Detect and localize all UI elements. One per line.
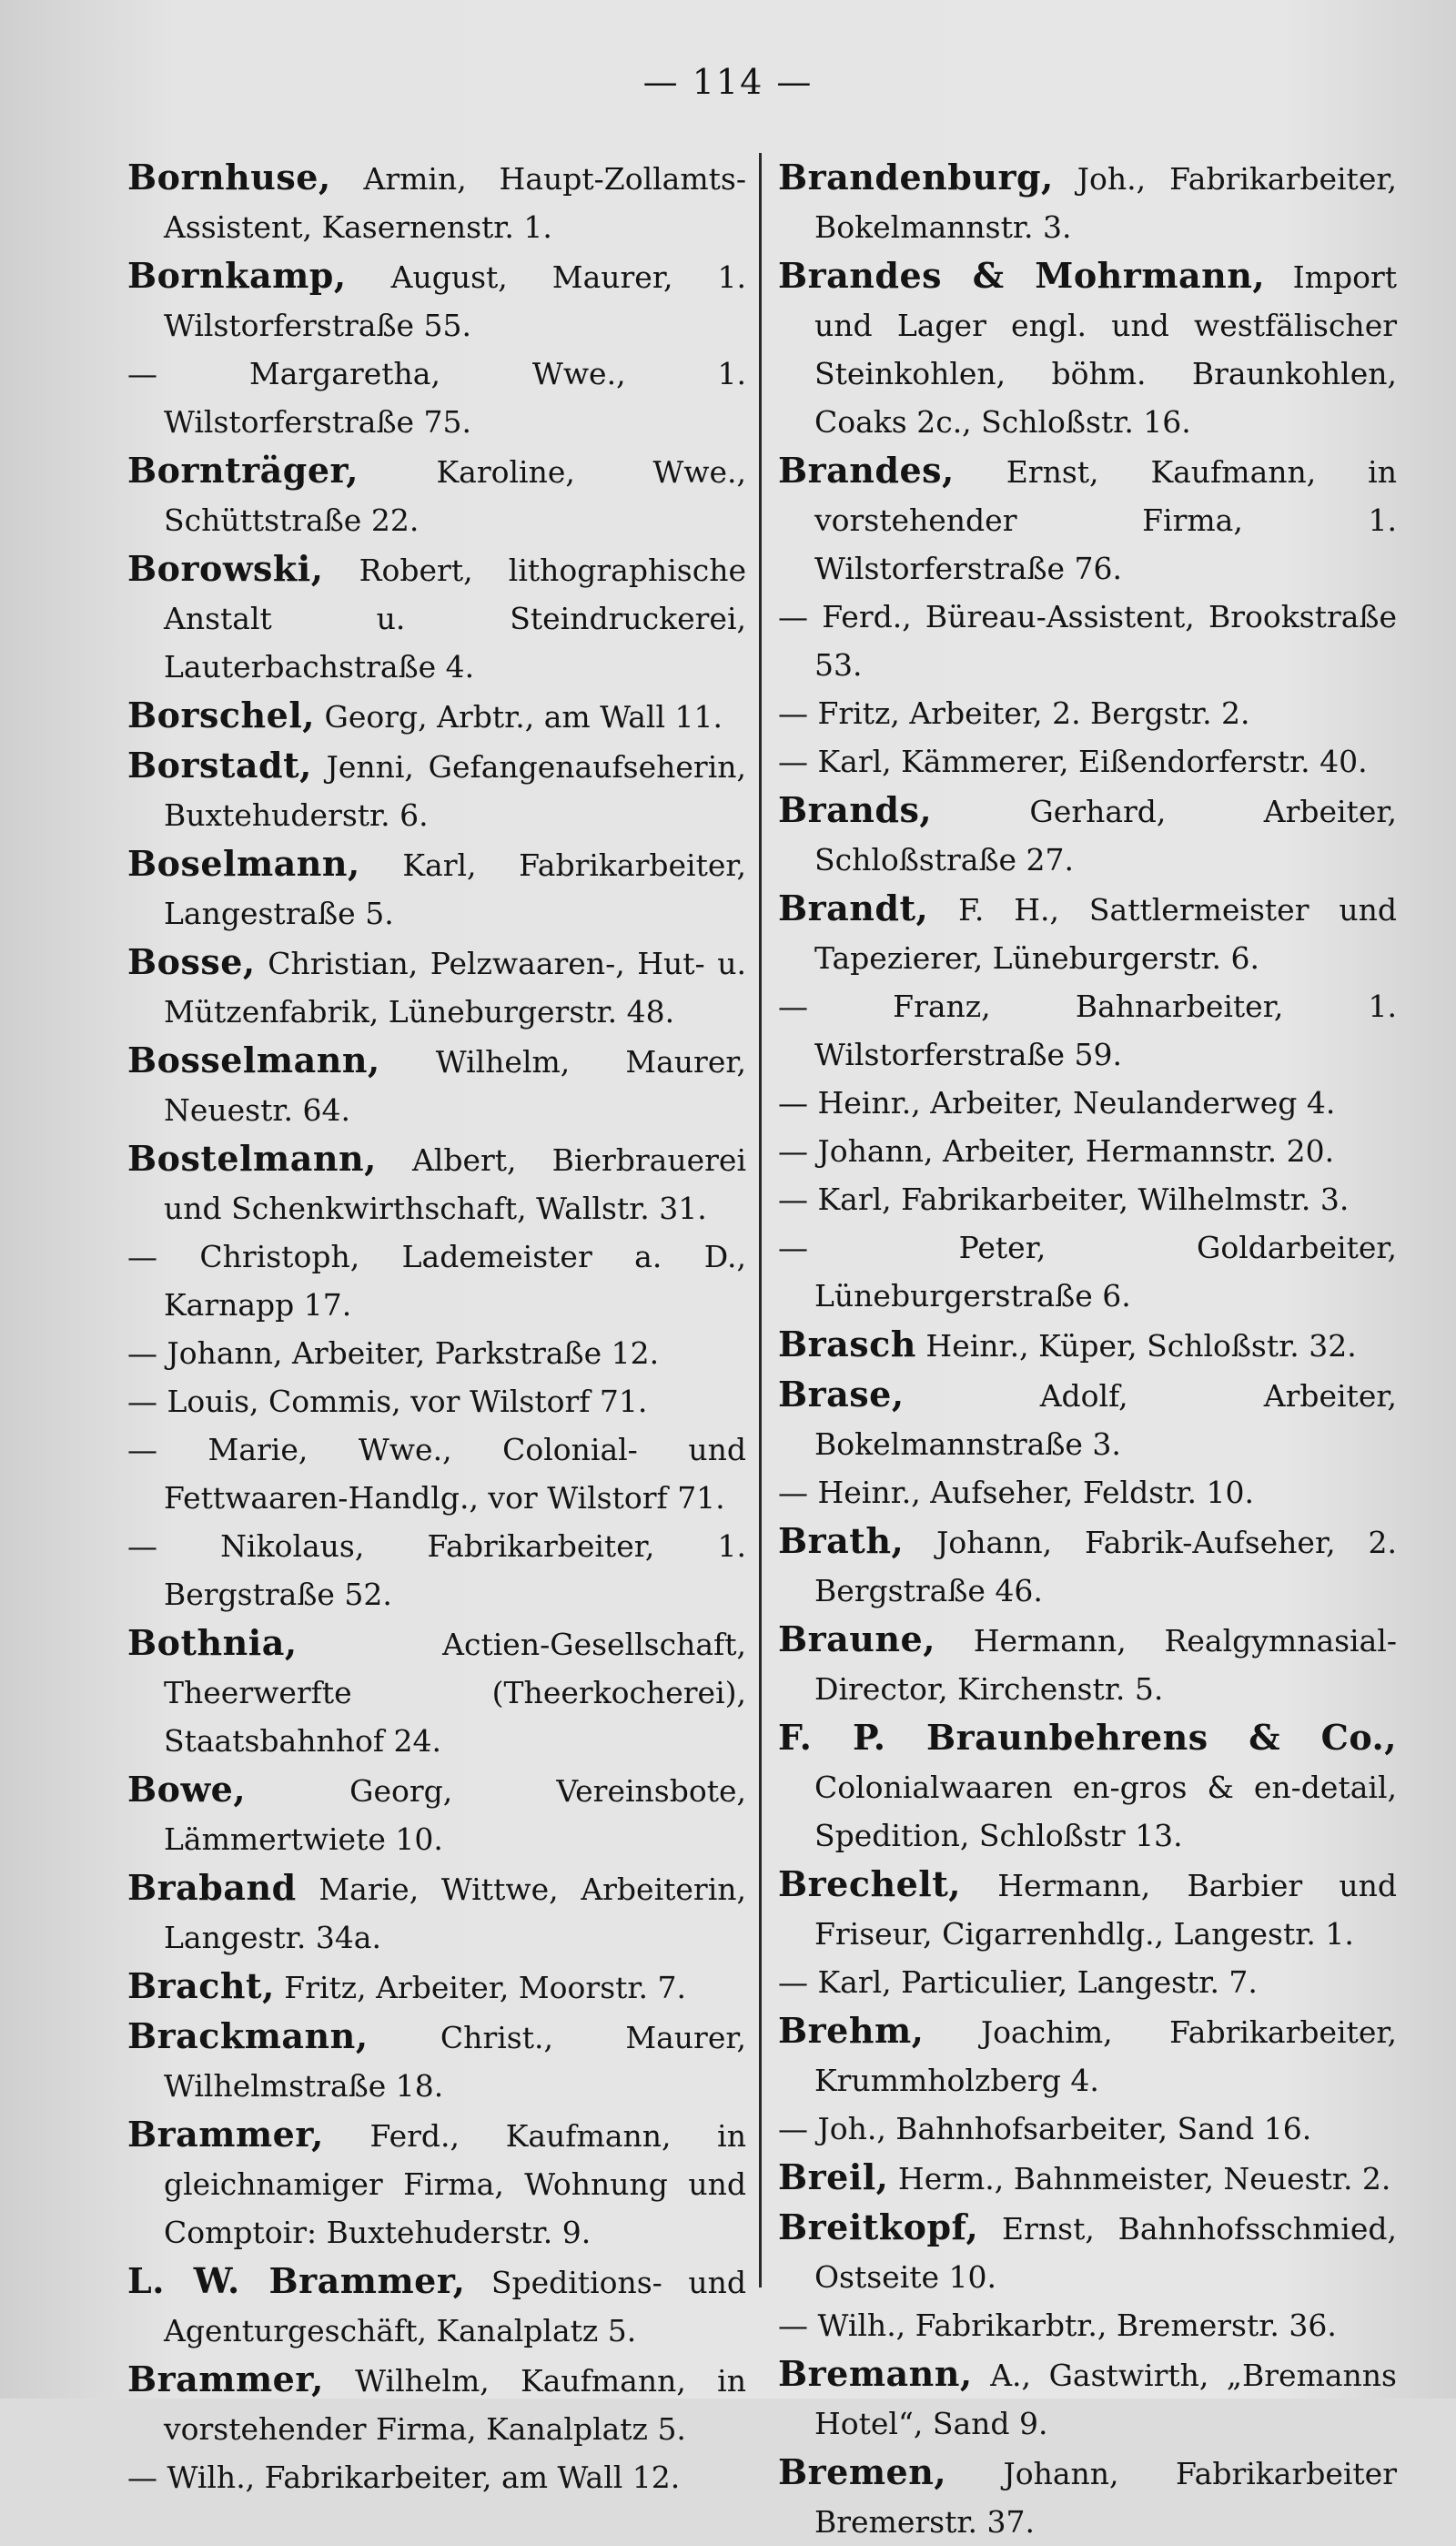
directory-entry (778, 1127, 1397, 1175)
directory-entry (127, 2110, 746, 2257)
entry-details: — Christoph, Lademeister a. D., Karnapp 17. (127, 1239, 746, 1323)
entry-name: Brasch (778, 1324, 916, 1364)
directory-entry (778, 737, 1397, 786)
directory-entry (778, 1516, 1397, 1615)
entry-details: Joachim, Fabrikarbeiter, Krummholzberg 4. (814, 2014, 1397, 2098)
right-column (778, 153, 1397, 2546)
entry-details: Gerhard, Arbeiter, Schloßstraße 27. (814, 794, 1397, 877)
entry-name: Bornhuse, (127, 157, 331, 198)
left-column (127, 153, 746, 2501)
directory-entry (778, 982, 1397, 1079)
entry-details: Christ., Maurer, Wilhelmstraße 18. (164, 2020, 746, 2104)
directory-entry (127, 1522, 746, 1618)
entry-name: Brandenburg, (778, 157, 1054, 198)
entry-details: — Johann, Arbeiter, Parkstraße 12. (127, 1335, 660, 1371)
directory-entry (778, 1468, 1397, 1516)
directory-entry (778, 1079, 1397, 1127)
directory-entry (127, 153, 746, 251)
directory-entry (778, 689, 1397, 737)
directory-entry (127, 2012, 746, 2110)
directory-entry (127, 1134, 746, 1232)
entry-name: Brehm, (778, 2010, 925, 2051)
entry-details: — Franz, Bahnarbeiter, 1. Wilstorferstraße 59. (778, 989, 1397, 1072)
entry-details: Actien-Gesellschaft, Theerwerfte (Theerkocherei), Staatsbahnhof 24. (164, 1627, 746, 1759)
entry-name: L. W. Brammer, (127, 2260, 466, 2301)
directory-entry (778, 1320, 1397, 1370)
directory-entry (778, 1958, 1397, 2006)
entry-details: Fritz, Arbeiter, Moorstr. 7. (274, 1970, 686, 2005)
entry-name: Brandes & Mohrmann, (778, 255, 1266, 296)
entry-name: Brammer, (127, 2358, 324, 2399)
entry-details: Robert, lithographische Anstalt u. Steindruckerei, Lauterbachstraße 4. (164, 553, 746, 685)
entry-name: Braband (127, 1867, 297, 1908)
directory-entry (127, 544, 746, 691)
entry-details: Georg, Arbtr., am Wall 11. (315, 699, 723, 735)
entry-name: Boselmann, (127, 843, 360, 884)
entry-details: Joh., Fabrikarbeiter, Bokelmannstr. 3. (814, 161, 1397, 245)
directory-entry (778, 884, 1397, 982)
directory-entry (127, 741, 746, 839)
directory-entry (778, 593, 1397, 689)
directory-entry (778, 251, 1397, 446)
entry-name: Brammer, (127, 2114, 324, 2155)
entry-details: Herm., Bahnmeister, Neuestr. 2. (888, 2161, 1391, 2196)
directory-entry (778, 1713, 1397, 1860)
entry-details: — Marie, Wwe., Colonial- und Fettwaaren-Handlg., vor Wilstorf 71. (127, 1432, 746, 1516)
directory-entry (127, 350, 746, 446)
directory-entry (127, 1232, 746, 1329)
entry-name: Breitkopf, (778, 2206, 979, 2247)
entry-name: Brath, (778, 1520, 905, 1561)
directory-entry (778, 1615, 1397, 1713)
entry-details: August, Maurer, 1. Wilstorferstraße 55. (164, 259, 746, 343)
entry-name: Bracht, (127, 1965, 275, 2006)
entry-name: Bornträger, (127, 450, 359, 491)
entry-name: Bosse, (127, 941, 256, 982)
entry-details: Colonialwaaren en-gros & en-detail, Spedition, Schloßstr 13. (814, 1770, 1397, 1853)
entry-name: Bowe, (127, 1769, 247, 1810)
entry-details: Ferd., Kaufmann, in gleichnamiger Firma, Wohnung und Comptoir: Buxtehuderstr. 9. (164, 2118, 746, 2250)
entry-details: — Ferd., Büreau-Assistent, Brookstraße 53. (778, 599, 1397, 683)
entry-details: Johann, Fabrik-Aufseher, 2. Bergstraße 46. (814, 1525, 1397, 1608)
directory-entry (778, 153, 1397, 251)
directory-entry (127, 1425, 746, 1522)
entry-details: Ernst, Kaufmann, in vorstehender Firma, 1. Wilstorferstraße 76. (814, 454, 1397, 586)
directory-entry (778, 2349, 1397, 2448)
entry-details: — Louis, Commis, vor Wilstorf 71. (127, 1384, 648, 1419)
entry-details: Speditions- und Agenturgeschäft, Kanalplatz 5. (164, 2265, 746, 2348)
entry-details: — Wilh., Fabrikarbtr., Bremerstr. 36. (778, 2308, 1337, 2343)
directory-entry (778, 1370, 1397, 1468)
entry-name: Bothnia, (127, 1622, 298, 1663)
entry-details: Karoline, Wwe., Schüttstraße 22. (164, 454, 746, 538)
entry-details: A., Gastwirth, „Bremanns Hotel“, Sand 9. (814, 2358, 1397, 2441)
entry-name: Breil, (778, 2156, 889, 2197)
entry-details: — Wilh., Fabrikarbeiter, am Wall 12. (127, 2460, 681, 2495)
entry-name: Brechelt, (778, 1863, 961, 1904)
entry-name: Borowski, (127, 548, 324, 589)
entry-details: Import und Lager engl. und westfälischer Steinkohlen, böhm. Braunkohlen, Coaks 2c., Schloßstr. 16. (814, 259, 1397, 440)
directory-entry (127, 1863, 746, 1962)
directory-entry (778, 2203, 1397, 2301)
entry-details: Ernst, Bahnhofsschmied, Ostseite 10. (814, 2211, 1397, 2295)
entry-details: Georg, Vereinsbote, Lämmertwiete 10. (164, 1773, 746, 1857)
entry-details: Marie, Wittwe, Arbeiterin, Langestr. 34a. (164, 1871, 746, 1955)
directory-entry (778, 1223, 1397, 1320)
directory-entry (127, 1329, 746, 1377)
directory-entry (127, 1962, 746, 2012)
entry-name: Brase, (778, 1374, 905, 1415)
entry-name: Bostelmann, (127, 1138, 377, 1179)
directory-entry (127, 938, 746, 1036)
entry-details: Wilhelm, Maurer, Neuestr. 64. (164, 1044, 746, 1128)
entry-details: Johann, Fabrikarbeiter Bremerstr. 37. (814, 2456, 1397, 2540)
entry-details: Christian, Pelzwaaren-, Hut- u. Mützenfabrik, Lüneburgerstr. 48. (164, 946, 746, 1030)
directory-entry (127, 2257, 746, 2355)
entry-details: Heinr., Küper, Schloßstr. 32. (915, 1328, 1357, 1364)
entry-details: — Heinr., Aufseher, Feldstr. 10. (778, 1475, 1255, 1510)
entry-details: Jenni, Gefangenaufseherin, Buxtehuderstr. 6. (164, 749, 746, 833)
entry-details: — Karl, Particulier, Langestr. 7. (778, 1964, 1258, 2000)
directory-entry (778, 1175, 1397, 1223)
entry-name: Brandes, (778, 450, 955, 491)
entry-details: — Joh., Bahnhofsarbeiter, Sand 16. (778, 2111, 1312, 2146)
entry-details: F. H., Sattlermeister und Tapezierer, Lüneburgerstr. 6. (814, 892, 1397, 976)
entry-details: Hermann, Barbier und Friseur, Cigarrenhdlg., Langestr. 1. (814, 1868, 1397, 1952)
entry-name: Braune, (778, 1618, 935, 1659)
directory-entry (778, 2105, 1397, 2153)
directory-entry (127, 1765, 746, 1863)
entry-details: — Johann, Arbeiter, Hermannstr. 20. (778, 1133, 1335, 1169)
entry-name: Brands, (778, 789, 933, 830)
entry-details: Albert, Bierbrauerei und Schenkwirthschaft, Wallstr. 31. (164, 1142, 746, 1226)
directory-entry (127, 1036, 746, 1134)
entry-details: — Peter, Goldarbeiter, Lüneburgerstraße 6. (778, 1230, 1397, 1314)
directory-entry (127, 251, 746, 350)
entry-details: — Heinr., Arbeiter, Neulanderweg 4. (778, 1085, 1336, 1121)
directory-entry (127, 1618, 746, 1765)
entry-name: Bornkamp, (127, 255, 347, 296)
entry-details: Karl, Fabrikarbeiter, Langestraße 5. (164, 847, 746, 931)
directory-entry (127, 691, 746, 741)
directory-entry (127, 1377, 746, 1425)
directory-entry (778, 446, 1397, 593)
entry-name: Bremann, (778, 2353, 973, 2394)
entry-name: Borstadt, (127, 745, 312, 786)
directory-entry (127, 2355, 746, 2453)
entry-details: — Karl, Fabrikarbeiter, Wilhelmstr. 3. (778, 1182, 1350, 1217)
entry-name: Bosselmann, (127, 1040, 380, 1080)
directory-entry (778, 2153, 1397, 2203)
directory-entry (778, 1860, 1397, 1958)
column-divider (759, 153, 762, 2287)
page-number: — 114 — (642, 62, 814, 102)
entry-name: Borschel, (127, 695, 315, 735)
entry-name: F. P. Braunbehrens & Co., (778, 1717, 1397, 1758)
directory-entry (778, 2006, 1397, 2105)
directory-entry (778, 786, 1397, 884)
entry-name: Brackmann, (127, 2015, 369, 2056)
entry-details: Adolf, Arbeiter, Bokelmannstraße 3. (814, 1378, 1397, 1462)
entry-details: — Margaretha, Wwe., 1. Wilstorferstraße 75. (127, 356, 746, 440)
entry-details: Hermann, Realgymnasial-Director, Kirchenstr. 5. (814, 1623, 1397, 1707)
directory-entry (127, 446, 746, 544)
entry-name: Bremen, (778, 2451, 947, 2492)
entry-details: — Nikolaus, Fabrikarbeiter, 1. Bergstraße 52. (127, 1528, 746, 1612)
entry-details: Wilhelm, Kaufmann, in vorstehender Firma, Kanalplatz 5. (164, 2363, 746, 2447)
directory-entry (127, 2453, 746, 2501)
directory-entry (778, 2448, 1397, 2546)
entry-details: — Karl, Kämmerer, Eißendorferstr. 40. (778, 744, 1368, 779)
directory-entry (127, 839, 746, 938)
entry-name: Brandt, (778, 888, 929, 928)
directory-entry (778, 2301, 1397, 2349)
entry-details: — Fritz, Arbeiter, 2. Bergstr. 2. (778, 695, 1250, 731)
entry-details: Armin, Haupt-Zollamts-Assistent, Kasernenstr. 1. (164, 161, 746, 245)
